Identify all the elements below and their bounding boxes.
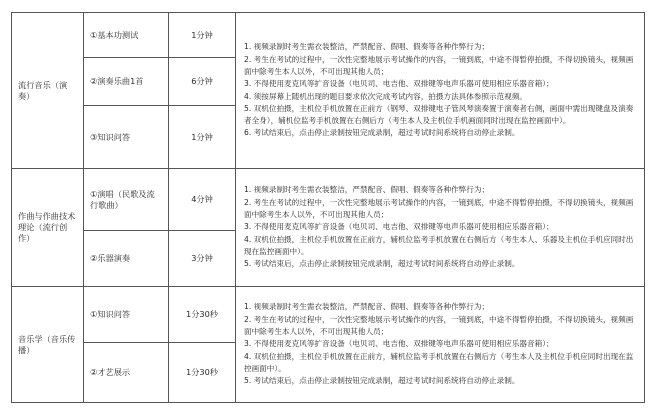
requirement-line: 4. 双机位拍摄，主机位手机放置在正前方，辅机位监考手机放置在右侧后方（考生本人及主机位手机应同时出现在监控画面中）。 — [244, 351, 634, 373]
requirement-line: 5. 双机位拍摄，主机位手机放置在正前方（钢琴、双排键电子管风琴演奏置于演奏者右侧，画面中需出现键盘及演奏者全身），辅机位监考手机放置在右侧后方（考生本人及主机位手机画面同时出现在监控画面中）。 — [244, 103, 634, 126]
requirement-line: 3. 不得使用麦克风等扩音设备（电贝司、电吉他、双排键等电声乐器可使用相应乐器音箱）； — [244, 339, 554, 349]
exam-item-cell: ①演唱（民歌及流行歌曲） — [84, 169, 169, 231]
table-row — [12, 287, 645, 343]
category-cell: 流行音乐（演奏） — [12, 13, 84, 169]
exam-item-cell: ③知识问答 — [84, 106, 169, 169]
requirement-line: 3. 不得使用麦克风等扩音设备（电贝司、电吉他、双排键等电声乐器可使用相应乐器音箱）； — [244, 222, 554, 232]
category-cell: 作曲与作曲技术理论（流行创作） — [12, 169, 84, 287]
duration-cell: 1分钟 — [169, 13, 236, 58]
duration-cell: 4分钟 — [169, 169, 236, 231]
requirement-line: 1. 视频录制时考生需衣装整洁，严禁配音、假唱、假奏等各种作弊行为； — [244, 185, 490, 195]
requirement-line: 3. 不得使用麦克风等扩音设备（电贝司、电吉他、双排键等电声乐器可使用相应乐器音箱）； — [244, 79, 554, 89]
requirement-line: 5. 考试结束后，点击停止录制按钮完成录制，超过考试时间系统将自动停止录制。 — [244, 376, 520, 386]
requirement-line: 2. 考生在考试的过程中，一次性完整地展示考试操作的内容，一镜到底，中途不得暂停拍摄，不得切换镜头，视频画面中除考生本人以外，不可出现其他人员； — [244, 314, 634, 337]
requirement-line: 6. 考试结束后，点击停止录制按钮完成录制，超过考试时间系统将自动停止录制。 — [244, 128, 520, 138]
category-cell: 音乐学（音乐传播） — [12, 287, 84, 403]
exam-item-cell: ②才艺展示 — [84, 343, 169, 403]
requirement-line: 4. 须按屏幕上随机出现的题目要求依次完成考试内容，拍摄方法具体参照示范视频。 — [244, 91, 528, 101]
exam-item-cell: ②乐器演奏 — [84, 231, 169, 287]
requirement-line: 4. 双机位拍摄，主机位手机放置在正前方，辅机位监考手机放置在右侧后方（考生本人、乐器及主机位手机应同时出现在监控画面中）。 — [244, 234, 634, 256]
duration-cell: 1分30秒 — [169, 287, 236, 343]
exam-item-cell: ②演奏乐曲1首 — [84, 58, 169, 106]
requirements-cell — [236, 287, 645, 403]
requirements-cell — [236, 169, 645, 287]
requirement-line: 1. 视频录制时考生需衣装整洁，严禁配音、假唱、假奏等各种作弊行为； — [244, 302, 490, 312]
duration-cell: 1分30秒 — [169, 343, 236, 403]
exam-requirements-table — [11, 12, 645, 403]
duration-cell: 3分钟 — [169, 231, 236, 287]
requirement-line: 1. 视频录制时考生需衣装整洁，严禁配音、假唱、假奏等各种作弊行为； — [244, 42, 490, 52]
table-row — [12, 13, 645, 58]
requirement-line: 2. 考生在考试的过程中，一次性完整地展示考试操作的内容，一镜到底，中途不得暂停拍摄，不得切换镜头，视频画面中除考生本人以外，不可出现其他人员； — [244, 197, 634, 220]
requirement-line: 2. 考生在考试的过程中，一次性完整地展示考试操作的内容，一镜到底，中途不得暂停拍摄，不得切换镜头，视频画面中除考生本人以外，不可出现其他人员； — [244, 54, 634, 76]
exam-requirements-document — [11, 12, 644, 402]
requirement-line: 5. 考试结束后，点击停止录制按钮完成录制，超过考试时间系统将自动停止录制。 — [244, 259, 520, 269]
exam-item-cell: ①知识问答 — [84, 287, 169, 343]
exam-item-cell: ①基本功测试 — [84, 13, 169, 58]
duration-cell: 6分钟 — [169, 58, 236, 106]
duration-cell: 1分钟 — [169, 106, 236, 169]
table-row — [12, 169, 645, 231]
requirements-cell — [236, 13, 645, 169]
